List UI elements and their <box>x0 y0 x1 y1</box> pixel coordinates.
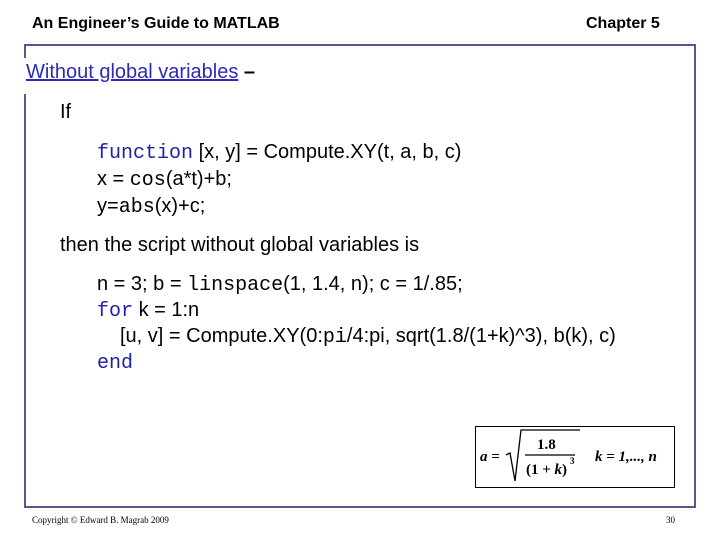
function-keyword: function <box>97 142 194 165</box>
page-number: 30 <box>666 515 675 525</box>
function-call-line <box>120 325 616 349</box>
formula-lhs: a = <box>480 449 500 465</box>
for-line <box>97 299 199 323</box>
n-rhs: (1, 1.4, n); c = 1/.85; <box>283 273 463 295</box>
function-signature: [x, y] = Compute.XY(t, a, b, c) <box>193 141 462 163</box>
linspace-function: linspace <box>187 274 284 297</box>
call-end: /4:pi, sqrt(1.8/(1+k)^3), b(k), c) <box>346 325 616 347</box>
slide-title-text: Without global variables <box>26 61 239 83</box>
x-assignment-line <box>97 168 232 192</box>
for-range: k = 1:n <box>133 299 200 321</box>
frame-bottom-border <box>24 506 696 508</box>
y-lhs: y= <box>97 195 119 217</box>
slide-title-dash: – <box>243 61 256 83</box>
frame-top-border <box>24 44 696 46</box>
formula-range: k = 1,..., n <box>595 449 657 465</box>
formula-exponent: 3 <box>570 456 575 466</box>
formula-numerator: 1.8 <box>537 437 556 453</box>
then-text: then the script without global variables is <box>60 234 420 256</box>
if-label: If <box>60 101 72 123</box>
den-open: (1 + <box>526 462 555 478</box>
frame-right-border <box>694 44 696 508</box>
den-close: ) <box>562 462 568 478</box>
copyright-text: Copyright © Edward B. Magrab 2009 <box>32 515 169 525</box>
frame-left-border <box>24 44 26 508</box>
header-left: An Engineer’s Guide to MATLAB <box>32 15 280 32</box>
x-lhs: x = <box>97 168 130 190</box>
for-keyword: for <box>97 300 134 323</box>
n-lhs: n = 3; b = <box>97 273 188 295</box>
pi-constant: pi <box>322 326 347 349</box>
end-keyword: end <box>97 352 134 375</box>
n-assignment-line <box>97 273 463 297</box>
slide-title <box>26 61 255 84</box>
header-right: Chapter 5 <box>586 15 660 32</box>
den-k: k <box>554 462 563 478</box>
y-assignment-line <box>97 195 205 219</box>
function-line <box>97 141 461 165</box>
cos-function: cos <box>129 169 166 192</box>
formula-denominator <box>526 462 567 478</box>
abs-function: abs <box>118 196 155 219</box>
formula-box <box>475 426 675 488</box>
call-start: [u, v] = Compute.XY(0: <box>120 325 323 347</box>
y-rhs: (x)+c; <box>154 195 206 217</box>
x-rhs: (a*t)+b; <box>165 168 232 190</box>
